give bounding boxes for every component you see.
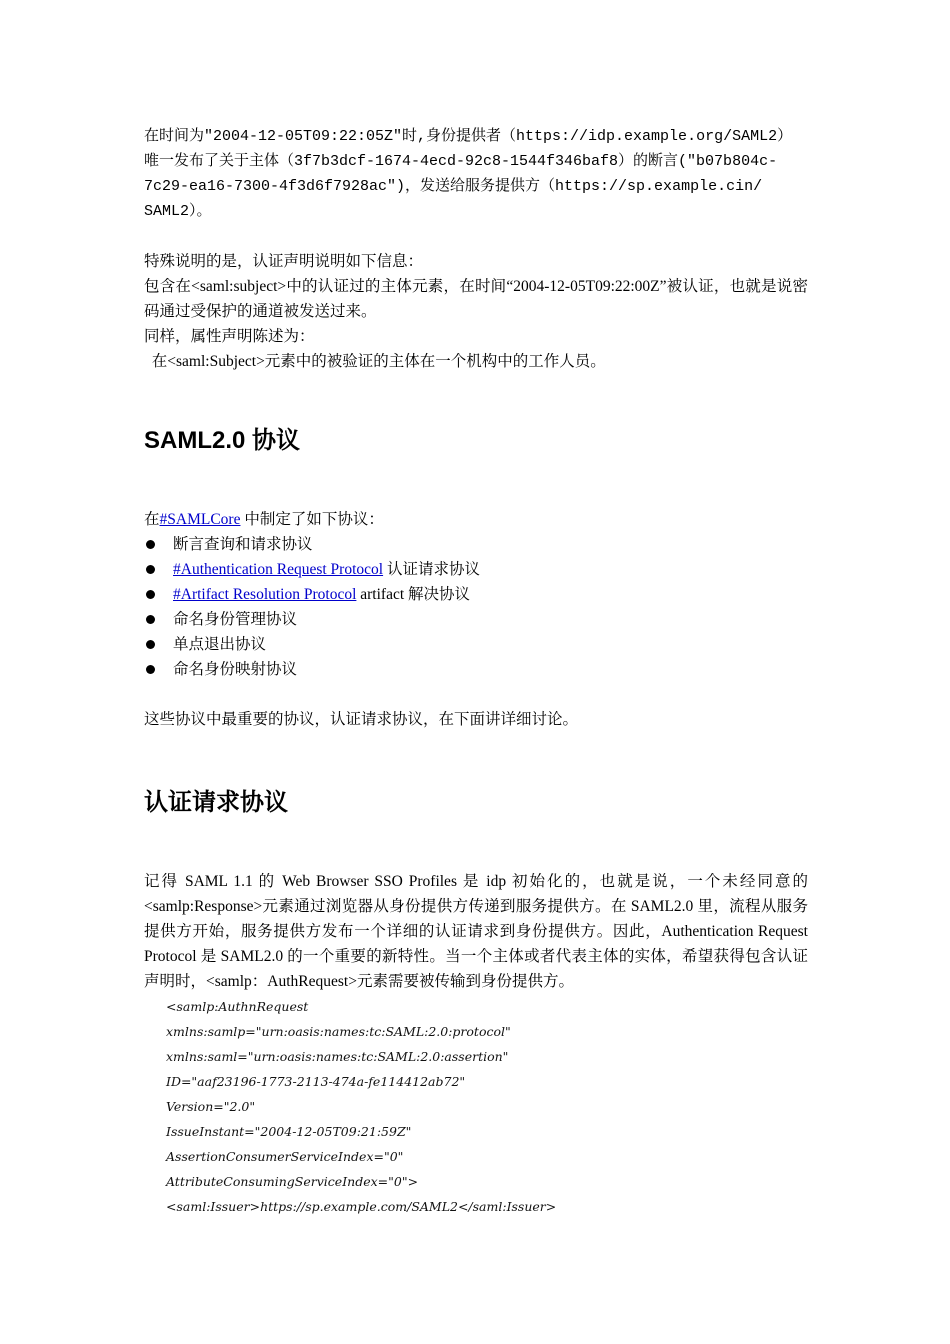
- list-item: [144, 532, 808, 557]
- authn-statement-text: 包含在<saml:subject>中的认证过的主体元素，在时间“2004-12-05T09:22:00Z”被认证，也就是说密码通过受保护的通道被发送过来。: [144, 278, 808, 320]
- code-line: xmlns:samlp="urn:oasis:names:tc:SAML:2.0:protocol": [166, 1024, 511, 1039]
- code-line: <samlp:AuthnRequest: [166, 999, 309, 1014]
- code-line: IssueInstant="2004-12-05T09:21:59Z": [166, 1124, 412, 1139]
- protocols-intro-suffix: 中制定了如下协议：: [240, 511, 384, 528]
- protocols-intro-prefix: 在: [144, 511, 160, 528]
- section-heading-authn-request: 认证请求协议: [144, 789, 288, 816]
- list-item-text: 命名身份映射协议: [173, 661, 298, 678]
- code-line: AttributeConsumingServiceIndex="0">: [166, 1174, 419, 1189]
- protocols-summary: 这些协议中最重要的协议，认证请求协议，在下面讲详细讨论。: [144, 711, 579, 728]
- list-item: [144, 657, 808, 682]
- protocol-list: [144, 532, 808, 682]
- list-item-text: artifact 解决协议: [356, 586, 471, 603]
- document-page: [144, 124, 808, 1219]
- bullet-icon: [146, 540, 155, 549]
- list-item-text: 命名身份管理协议: [173, 611, 298, 628]
- list-item: [144, 582, 808, 607]
- bullet-icon: [146, 615, 155, 624]
- list-item-text: 认证请求协议: [383, 561, 480, 578]
- statements-lead: 特殊说明的是，认证声明说明如下信息：: [144, 253, 424, 270]
- protocols-intro: [144, 507, 808, 532]
- intro-line-1: 在时间为"2004-12-05T09:22:05Z"时,身份提供者（https://idp.example.org/SAML2）: [144, 128, 793, 145]
- bullet-icon: [146, 590, 155, 599]
- attribute-statement-lead: 同样，属性声明陈述为：: [144, 328, 315, 345]
- samlcore-link[interactable]: #SAMLCore: [159, 511, 241, 528]
- intro-block: [144, 124, 808, 224]
- code-line: Version="2.0": [166, 1099, 256, 1114]
- attribute-statement-text: 在<saml:Subject>元素中的被验证的主体在一个机构中的工作人员。: [144, 353, 606, 370]
- list-item-text: 单点退出协议: [173, 636, 267, 653]
- code-line: ID="aaf23196-1773-2113-474a-fe114412ab72": [166, 1074, 466, 1089]
- code-sample: [144, 994, 808, 1219]
- artifact-resolution-protocol-link[interactable]: #Artifact Resolution Protocol: [173, 586, 357, 603]
- bullet-icon: [146, 665, 155, 674]
- authn-request-protocol-link[interactable]: #Authentication Request Protocol: [173, 561, 384, 578]
- bullet-icon: [146, 565, 155, 574]
- code-line: <saml:Issuer>https://sp.example.com/SAML2</saml:Issuer>: [166, 1199, 557, 1214]
- statements-block: [144, 249, 808, 374]
- code-line: xmlns:saml="urn:oasis:names:tc:SAML:2.0:assertion": [166, 1049, 509, 1064]
- authn-request-body: 记得 SAML 1.1 的 Web Browser SSO Profiles 是 idp 初始化的，也就是说，一个未经同意的<samlp:Response>元素通过浏览器从身份提供方传递到服务提供方。在 SAML2.0 里，流程从服务提供方开始，服务提供方发布一个详细的认证请求到身份提供方。因此，Authentication Request Protocol 是 SAML2.0 的一个重要的新特性。当一个主体或者代表主体的实体，希望获得包含认证声明时，<samlp：AuthRequest>元素需要被传输到身份提供方。: [144, 873, 808, 990]
- code-line: AssertionConsumerServiceIndex="0": [166, 1149, 404, 1164]
- list-item: [144, 607, 808, 632]
- list-item: [144, 632, 808, 657]
- bullet-icon: [146, 640, 155, 649]
- intro-line-2: 唯一发布了关于主体（3f7b3dcf-1674-4ecd-92c8-1544f346baf8）的断言("b07b804c-: [144, 153, 778, 170]
- intro-line-3: 7c29-ea16-7300-4f3d6f7928ac")，发送给服务提供方（https://sp.example.cin/: [144, 178, 763, 195]
- list-item-text: 断言查询和请求协议: [173, 536, 313, 553]
- section-heading-protocols: SAML2.0 协议: [144, 427, 301, 454]
- list-item: [144, 557, 808, 582]
- intro-line-4: SAML2）。: [144, 203, 212, 220]
